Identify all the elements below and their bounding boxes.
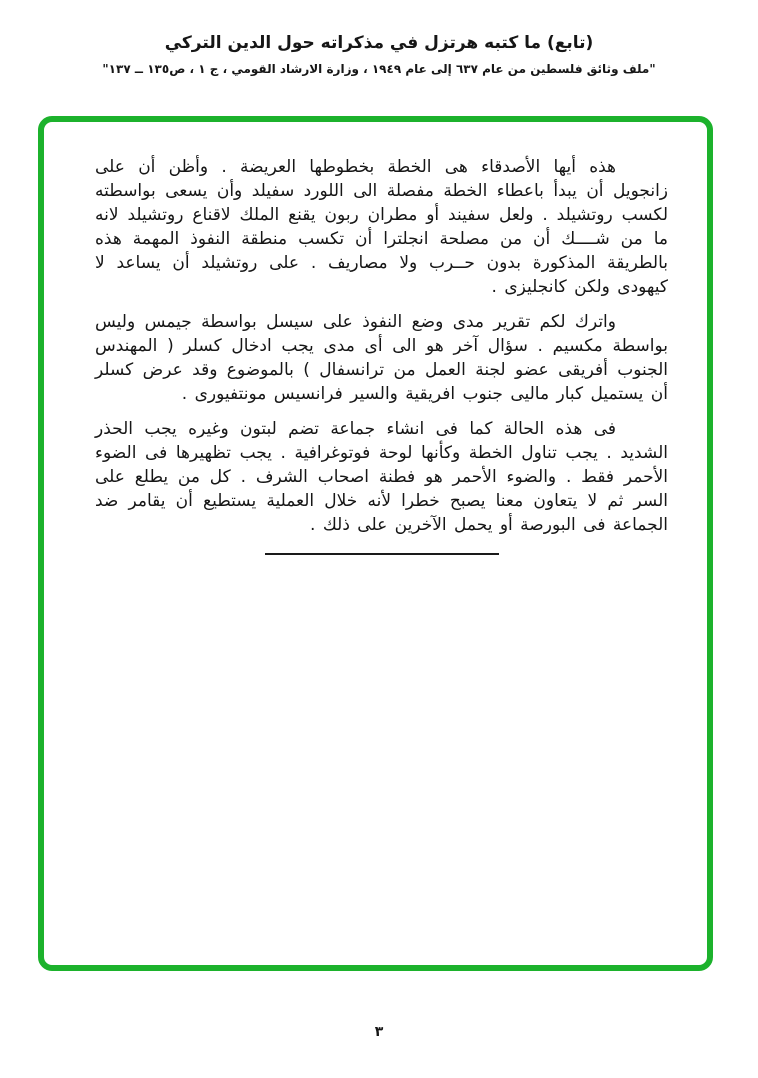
document-header	[0, 32, 758, 77]
green-border-frame	[38, 116, 713, 971]
document-body	[95, 155, 668, 555]
paragraph-2: واترك لكم تقرير مدى وضع النفوذ على سيسل بواسطة جيمس وليس بواسطة مكسيم . سؤال آخر هو الى أى مدى يجب ادخال كسلر ( المهندس الجنوب أفريقى عضو لجنة العمل من ترانسفال ) بالموضوع وقد عرض كسلر أن يستميل كبار ماليى جنوب افريقية والسير فرانسيس مونتفيورى .	[95, 312, 668, 404]
page-title: (تابع) ما كتبه هرتزل في مذكراته حول الدين التركي	[164, 33, 594, 53]
page-number: ٣	[374, 1024, 384, 1040]
section-divider	[265, 553, 499, 555]
paragraph-1: هذه أيها الأصدقاء هى الخطة بخطوطها العريضة . وأظن أن على زانجويل أن يبدأ باعطاء الخطة مفصلة الى اللورد سفيلد وأن يسعى بواسطته لكسب روتشيلد . ولعل سفيند أو مطران ربون يقنع الملك لاقناع روتشيلد لانه ما من شــــك أن من مصلحة انجلترا أن تكسب منطقة النفوذ المهمة هذه بالطريقة المذكورة بدون حــرب ولا مصاريف . على روتشيلد أن يساعد لا كيهودى ولكن كانجليزى .	[95, 157, 668, 297]
source-citation: "ملف وثائق فلسطين من عام ٦٣٧ إلى عام ١٩٤٩ ، وزارة الارشاد القومي ، ج ١ ، ص١٣٥ ــ ١٣٧"	[102, 62, 656, 76]
paragraph-3: فى هذه الحالة كما فى انشاء جماعة تضم لبتون وغيره يجب الحذر الشديد . يجب تناول الخطة وكأنها لوحة فوتوغرافية . يجب تظهيرها فى الضوء الأحمر فقط . والضوء الأحمر هو فطنة اصحاب الشرف . كل من يطلع على السر ثم لا يتعاون معنا يصبح خطرا لأنه خلال العملية يستطيع أن يقامر ضد الجماعة فى البورصة أو يحمل الآخرين على ذلك .	[95, 419, 668, 535]
